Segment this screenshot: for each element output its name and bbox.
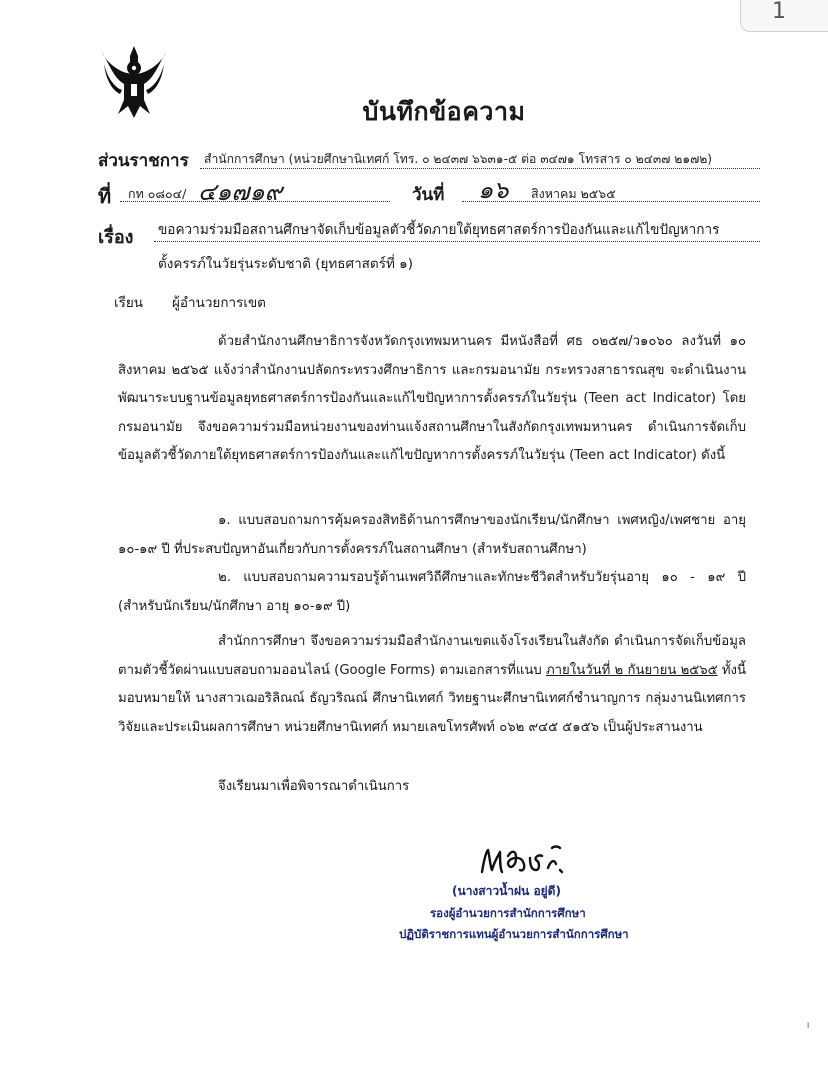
subject-line-1: ขอความร่วมมือสถานศึกษาจัดเก็บข้อมูลตัวชี้วัดภายใต้ยุทธศาสตร์การป้องกันและแก้ไขปัญหาการ [158,222,720,238]
list-item-2 [118,564,746,621]
date-day-handwritten: ๑๖ [478,176,509,204]
date-value: สิงหาคม ๒๕๖๕ [531,186,616,201]
body-paragraph-1 [118,328,746,471]
agency-value: สำนักการศึกษา (หน่วยศึกษานิเทศก์ โทร. ๐ ๒๔๓๗ ๖๖๓๑-๕ ต่อ ๓๔๗๑ โทรสาร ๐ ๒๔๓๗ ๒๑๗๒) [204,152,713,166]
document-title: บันทึกข้อความ [362,97,526,126]
body-paragraph-1-text: ด้วยสำนักงานศึกษาธิการจังหวัดกรุงเทพมหานคร มีหนังสือที่ ศธ ๐๒๕๗/ว๑๐๖๐ ลงวันที่ ๑๐ สิงหาคม ๒๕๖๕ แจ้งว่าสำนักงานปลัดกระทรวงศึกษาธิการ และกรมอนามัย กระทรวงสาธารณสุข จะดำเนินงานพัฒนาระบบฐานข้อมูลยุทธศาสตร์การป้องกันและแก้ไขปัญหาการตั้งครรภ์ในวัยรุ่น (Teen act Indicator) โดยกรมอนามัย จึงขอความร่วมมือหน่วยงานของท่านแจ้งสถานศึกษาในสังกัดกรุงเทพมหานคร ดำเนินการจัดเก็บข้อมูลตัวชี้วัดภายใต้ยุทธศาสตร์การป้องกันและแก้ไขปัญหาการตั้งครรภ์ในวัยรุ่น (Teen act Indicator) ดังนี้ [118,334,746,464]
salutation-label: เรียน [114,295,144,311]
salutation-recipient: ผู้อำนวยการเขต [172,295,266,311]
handwritten-signature [478,842,568,878]
body-paragraph-2 [118,628,746,742]
body-paragraph-2-text-a: สำนักการศึกษา จึงขอความร่วมมือสำนักงานเขตแจ้งโรงเรียนในสังกัด ดำเนินการจัดเก็บข้อมูลตามตัวชี้วัดผ่านแบบสอบถามออนไลน์ (Google Forms) ตามเอกสารที่แนบ [118,634,746,678]
signatory-position-1: รองผู้อำนวยการสำนักการศึกษา [430,906,586,920]
signatory-name: (นางสาวน้ำฝน อยู่ดี) [452,884,561,898]
signatory-position-2: ปฏิบัติราชการแทนผู้อำนวยการสำนักการศึกษา [399,927,629,941]
margin-mark: । [806,1021,810,1031]
list-item-2-text: ๒. แบบสอบถามความรอบรู้ด้านเพศวิถีศึกษาและทักษะชีวิตสำหรับวัยรุ่นอายุ ๑๐ - ๑๙ ปี (สำหรับนักเรียน/นักศึกษา อายุ ๑๐-๑๙ ปี) [118,570,746,614]
page-number-badge: 1 [740,0,828,32]
ref-value: กท ๐๘๐๔/ [128,186,187,201]
date-label: วันที่ [412,185,445,205]
ref-handwritten-number: ๔๑๗๑๙ [198,178,283,206]
subject-line-2: ตั้งครรภ์ในวัยรุ่นระดับชาติ (ยุทธศาสตร์ที่ ๑) [158,256,413,272]
deadline-text: ภายในวันที่ ๒ กันยายน ๒๕๖๕ [545,662,718,678]
body-paragraph-2-text-b: ทั้งนี้มอบหมายให้ นางสาวเฌอริลิณณ์ ธัญวริณณ์ ศึกษานิเทศก์ วิทยฐานะศึกษานิเทศก์ชำนาญการ กลุ่มงานนิเทศการวิจัยและประเมินผลการศึกษา หน่วยศึกษานิเทศก์ หมายเลขโทรศัพท์ ๐๖๒ ๙๔๕ ๕๑๕๖ เป็นผู้ประสานงาน [118,662,746,735]
list-item-1-text: ๑. แบบสอบถามการคุ้มครองสิทธิด้านการศึกษาของนักเรียน/นักศึกษา เพศหญิง/เพศชาย อายุ ๑๐-๑๙ ปี ที่ประสบปัญหาอันเกี่ยวกับการตั้งครรภ์ในสถานศึกษา (สำหรับสถานศึกษา) [118,513,746,557]
subject-label: เรื่อง [98,227,134,248]
list-item-1 [118,507,746,564]
ref-label: ที่ [98,184,112,208]
closing-line: จึงเรียนมาเพื่อพิจารณาดำเนินการ [218,779,410,794]
agency-label: ส่วนราชการ [98,151,189,171]
